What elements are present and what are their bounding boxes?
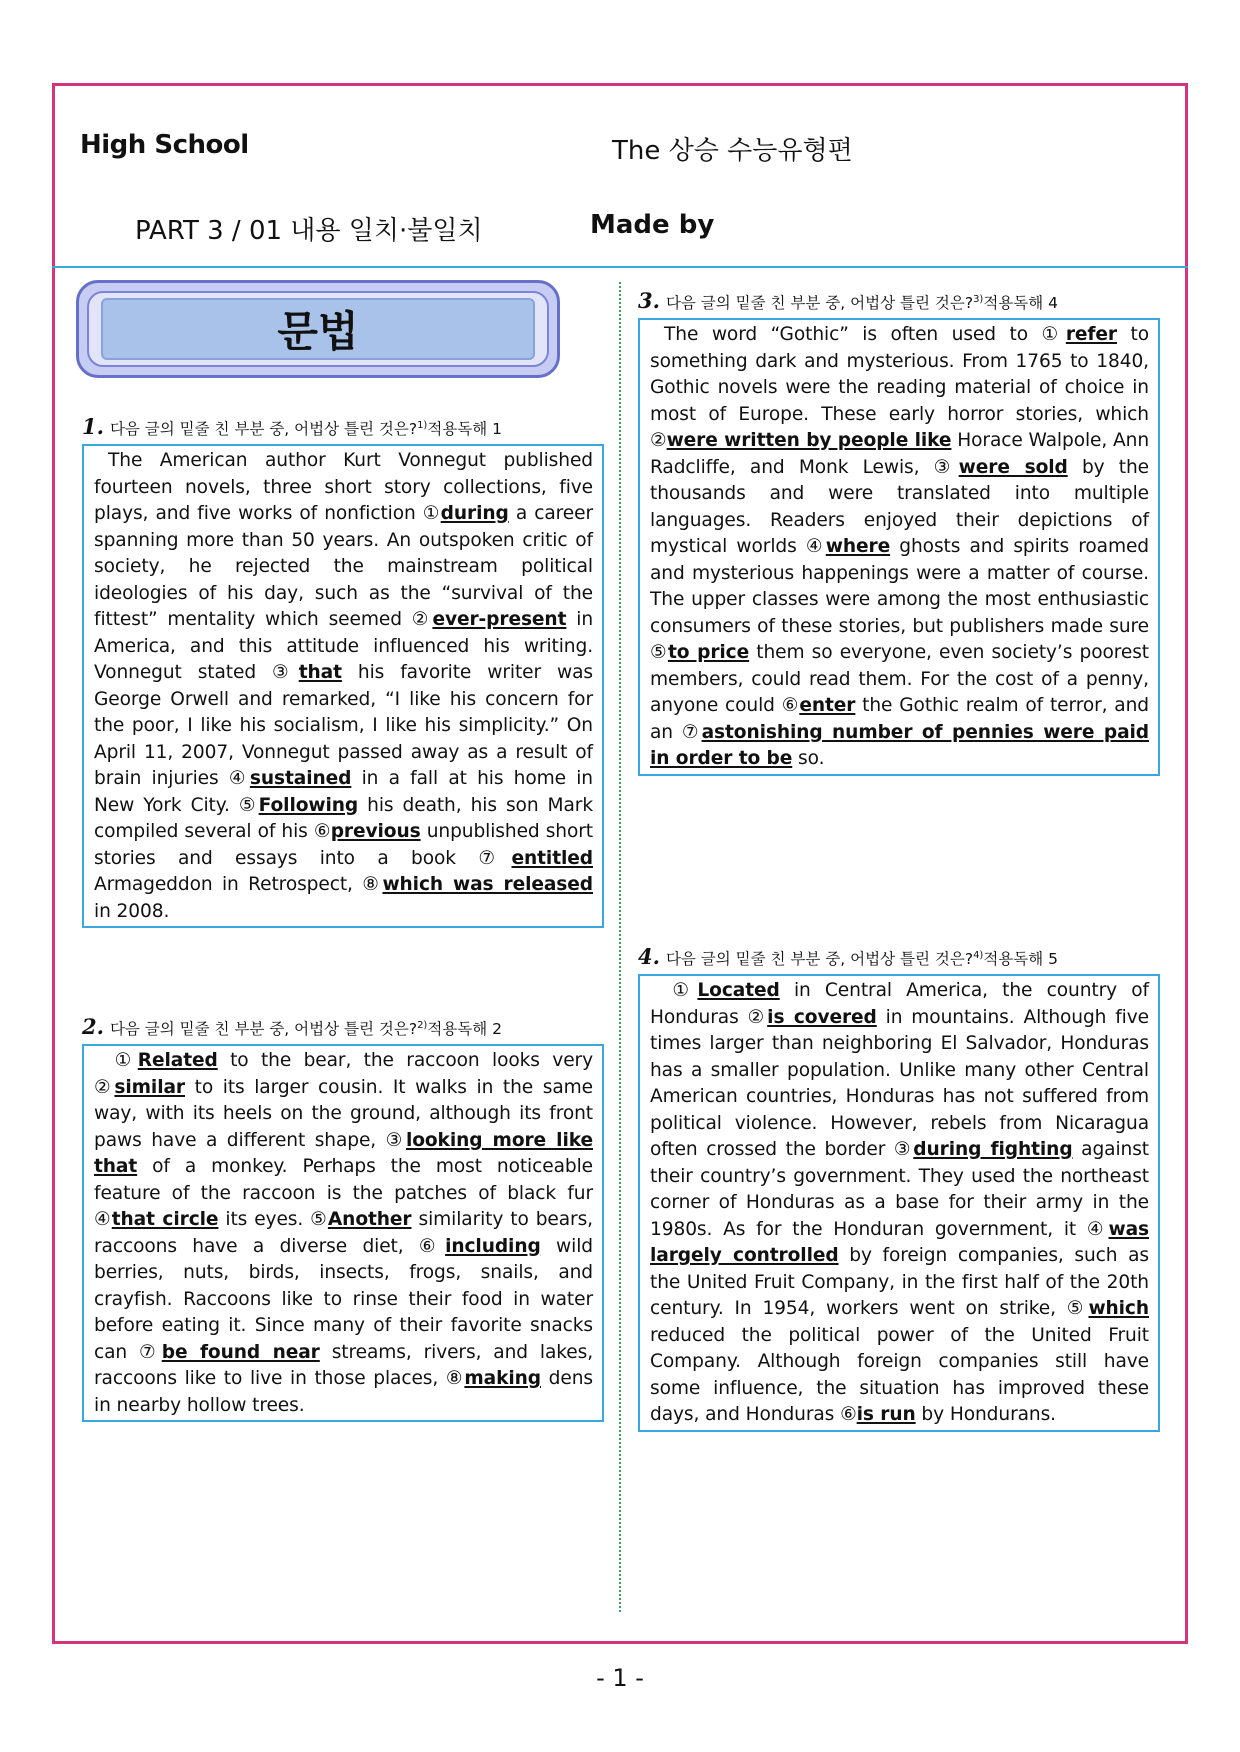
passage-text: to something dark and mysterious. From 1765 to 1840, Gothic novels were the reading material of choice in most of Europe. These early horror stories, which ②: [650, 324, 1149, 451]
section-badge: [76, 280, 560, 378]
underlined-choice: looking more like that: [94, 1129, 593, 1177]
passage-text: reduced the political power of the United Fruit Company. Although foreign companies still have some influence, the situation has improved these days, and Honduras ⑥: [650, 1324, 1149, 1425]
passage-text: in America, and this attitude influenced his writing. Vonnegut stated ③: [94, 609, 594, 683]
question-prompt: 다음 글의 밑줄 친 부분 중, 어법상 틀린 것은?: [665, 950, 974, 968]
underlined-choice: Another: [327, 1209, 412, 1230]
passage-text: similarity to bears, raccoons have a diverse diet, ⑥: [94, 1209, 593, 1257]
underlined-choice: that circle: [111, 1209, 219, 1230]
passage-text: its eyes. ⑤: [218, 1209, 328, 1230]
underlined-choice: Following: [258, 794, 359, 816]
passage-text: so.: [792, 748, 825, 769]
passage-text: streams, rivers, and lakes, raccoons like to live in those places, ⑧: [94, 1341, 594, 1389]
question-1-header: [82, 414, 502, 439]
question-3-passage: [638, 318, 1160, 776]
underlined-choice: were sold: [958, 456, 1068, 478]
part-title: PART 3 / 01 내용 일치·불일치: [135, 216, 483, 246]
question-source: 적용독해 2: [427, 1020, 503, 1038]
underlined-choice: which was released: [382, 874, 593, 895]
underlined-choice: during fighting: [913, 1139, 1073, 1160]
passage-text: unpublished short stories and essays into a book ⑦: [94, 821, 593, 869]
underlined-choice: where: [825, 536, 891, 557]
question-3-header: [638, 288, 1058, 313]
underlined-choice: is covered: [767, 1006, 877, 1028]
column-divider: [619, 282, 621, 1612]
question-2-header: [82, 1014, 502, 1039]
underlined-choice: Related: [137, 1050, 218, 1071]
question-source: 적용독해 1: [427, 420, 503, 438]
underlined-choice: ever-present: [432, 609, 567, 630]
passage-text: The American author Kurt Vonnegut published fourteen novels, three short story collections, five plays, and five works of nonfiction ①: [94, 450, 593, 524]
passage-text: dens in nearby hollow trees.: [94, 1368, 593, 1416]
underlined-choice: astonishing number of pennies were paid in order to be: [650, 721, 1150, 769]
passage-text: in 2008.: [94, 900, 170, 922]
passage-text: by Hondurans.: [915, 1404, 1056, 1425]
underlined-choice: sustained: [249, 768, 352, 789]
question-number: 3.: [638, 288, 660, 313]
underlined-choice: be found near: [161, 1341, 320, 1363]
underlined-choice: which: [1088, 1298, 1149, 1319]
passage-text: his favorite writer was George Orwell and remarked, “I like his concern for the poor, I like his socialism, I like his simplicity.” On April 11, 2007, Vonnegut passed away as a result of brain injuries ④: [94, 662, 593, 789]
school-label: High School: [80, 130, 249, 160]
passage-text: his death, his son Mark compiled several of his ⑥: [94, 794, 594, 842]
passage-text: to the bear, the raccoon looks very ②: [94, 1050, 593, 1098]
underlined-choice: entitled: [511, 847, 593, 869]
made-by-label: Made by: [590, 210, 715, 240]
passage-text: them so everyone, even society’s poorest members, could read them. For the cost of a penny, anyone could ⑥: [650, 642, 1149, 716]
question-1-passage: [82, 444, 604, 928]
footnote-mark: 1): [417, 419, 428, 431]
passage-text: in a fall at his home in New York City. ⑤: [94, 768, 593, 816]
passage-text: by foreign companies, such as the United Fruit Company, in the first half of the 20th century. In 1954, workers went on strike, ⑤: [650, 1245, 1150, 1319]
underlined-choice: including: [445, 1235, 541, 1257]
section-badge-label: 문법: [101, 298, 535, 360]
passage-text: ①: [664, 980, 698, 1001]
passage-text: The word “Gothic” is often used to ①: [664, 324, 1066, 345]
footnote-mark: 2): [417, 1019, 428, 1031]
passage-text: the Gothic realm of terror, and an ⑦: [650, 695, 1149, 743]
question-source: 적용독해 4: [983, 294, 1059, 312]
underlined-choice: that: [298, 662, 342, 683]
page-number: - 1 -: [596, 1664, 644, 1692]
passage-text: Armageddon in Retrospect, ⑧: [94, 874, 383, 895]
passage-text: Horace Walpole, Ann Radcliffe, and Monk Lewis, ③: [650, 430, 1150, 478]
passage-text: a career spanning more than 50 years. An outspoken critic of society, he rejected the mainstream political ideologies of his day, such as the “survival of the fittest” mentality which seemed ②: [94, 503, 593, 630]
passage-text: by the thousands and were translated into multiple languages. Readers enjoyed their depictions of mystical worlds ④: [650, 456, 1149, 557]
question-number: 4.: [638, 944, 660, 969]
passage-text: to its larger cousin. It walks in the same way, with its heels on the ground, although its front paws have a different shape, ③: [94, 1076, 593, 1151]
book-title: The 상승 수능유형편: [612, 136, 853, 166]
footnote-mark: 3): [973, 293, 984, 305]
underlined-choice: to price: [667, 642, 750, 663]
passage-text: ①: [108, 1050, 138, 1071]
footnote-mark: 4): [973, 949, 984, 961]
underlined-choice: refer: [1065, 324, 1117, 345]
underlined-choice: was largely controlled: [650, 1218, 1149, 1266]
underlined-choice: is run: [856, 1404, 916, 1425]
underlined-choice: similar: [114, 1076, 185, 1098]
question-number: 2.: [82, 1014, 104, 1039]
question-prompt: 다음 글의 밑줄 친 부분 중, 어법상 틀린 것은?: [109, 1020, 418, 1038]
passage-text: ghosts and spirits roamed and mysterious happenings were a matter of course. The upper classes were among the most enthusiastic consumers of these stories, but publishers made sure ⑤: [650, 536, 1149, 663]
underlined-choice: were written by people like: [666, 430, 952, 451]
question-source: 적용독해 5: [983, 950, 1059, 968]
question-prompt: 다음 글의 밑줄 친 부분 중, 어법상 틀린 것은?: [109, 420, 418, 438]
underlined-choice: previous: [330, 821, 421, 842]
underlined-choice: making: [464, 1368, 541, 1389]
passage-text: of a monkey. Perhaps the most noticeable feature of the raccoon is the patches of black fur ④: [94, 1156, 593, 1230]
passage-text: in mountains. Although five times larger than neighboring El Salvador, Honduras has a smaller population. Unlike many other Central American countries, Honduras has not suffered from political violence. However, rebels from Nicaragua often crossed the border ③: [650, 1006, 1149, 1160]
underlined-choice: during: [440, 503, 509, 524]
question-prompt: 다음 글의 밑줄 친 부분 중, 어법상 틀린 것은?: [665, 294, 974, 312]
underlined-choice: enter: [799, 695, 856, 716]
underlined-choice: Located: [697, 980, 780, 1001]
question-4-passage: [638, 974, 1160, 1432]
passage-text: in Central America, the country of Honduras ②: [650, 980, 1149, 1028]
question-4-header: [638, 944, 1058, 969]
question-2-passage: [82, 1044, 604, 1422]
question-number: 1.: [82, 414, 104, 439]
passage-text: against their country’s government. They used the northeast corner of Honduras as a base for their army in the 1980s. As for the Honduran government, it ④: [650, 1139, 1149, 1240]
passage-text: wild berries, nuts, birds, insects, frogs, snails, and crayfish. Raccoons like to rinse their food in water before eating it. Since many of their favorite snacks can ⑦: [94, 1235, 593, 1363]
header-divider: [52, 266, 1188, 268]
